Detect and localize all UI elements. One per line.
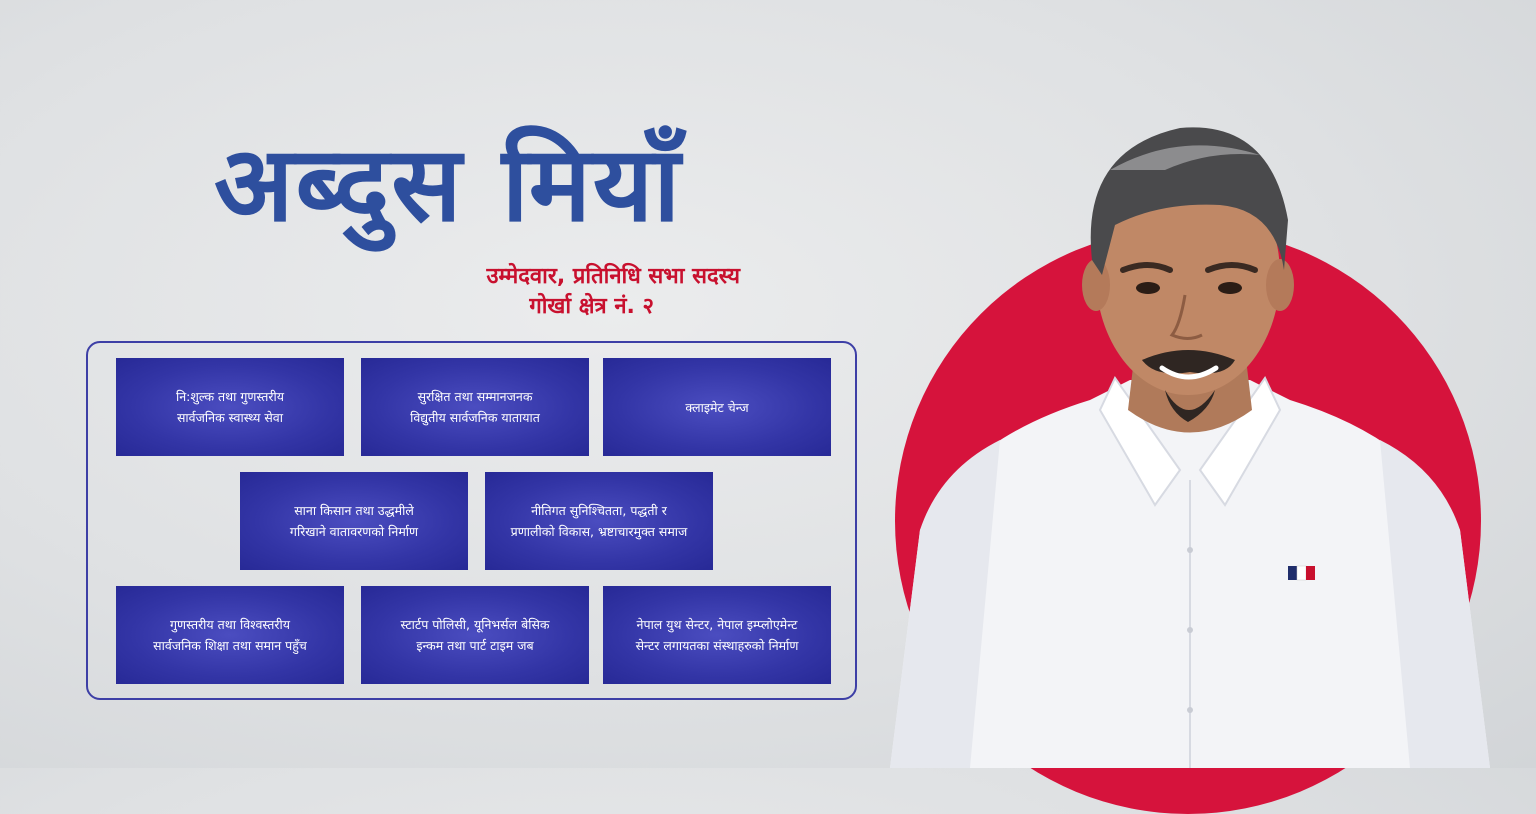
candidate-constituency: गोर्खा क्षेत्र नं. २ [529,294,654,319]
agenda-item-governance [485,472,713,570]
candidate-role: उम्मेदवार, प्रतिनिधि सभा सदस्य [486,264,740,289]
agenda-item-transport [361,358,589,456]
agenda-line: विद्युतीय सार्वजनिक यातायात [410,410,540,425]
agenda-line: सार्वजनिक शिक्षा तथा समान पहुँच [153,638,307,653]
agenda-item-startup [361,586,589,684]
agenda-line: स्टार्टप पोलिसी, यूनिभर्सल बेसिक [400,617,550,632]
agenda-line: गुणस्तरीय तथा विश्वस्तरीय [170,617,290,632]
agenda-line: प्रणालीको विकास, भ्रष्टाचारमुक्त समाज [510,524,688,539]
agenda-item-health [116,358,344,456]
agenda-item-farmers [240,472,468,570]
agenda-line: क्लाइमेट चेन्ज [685,399,749,415]
agenda-item-education [116,586,344,684]
agenda-line: गरिखाने वातावरणको निर्माण [289,524,419,539]
candidate-name: अब्दुस मियाँ [214,123,683,245]
agenda-line: नेपाल युथ सेन्टर, नेपाल इम्प्लोएमेन्ट [636,617,798,632]
agenda-item-climate [603,358,831,456]
agenda-line: सार्वजनिक स्वास्थ्य सेवा [176,410,283,425]
agenda-line: नि:शुल्क तथा गुणस्तरीय [175,389,285,404]
agenda-line: साना किसान तथा उद्धमीले [294,503,414,518]
agenda-line: सुरक्षित तथा सम्मानजनक [417,389,533,404]
agenda-item-youth-center [603,586,831,684]
agenda-line: इन्कम तथा पार्ट टाइम जब [416,638,534,653]
candidate-photo [880,110,1500,768]
agenda-line: नीतिगत सुनिश्चितता, पद्धती र [531,503,667,518]
agenda-line: सेन्टर लगायतका संस्थाहरुको निर्माण [635,638,799,653]
